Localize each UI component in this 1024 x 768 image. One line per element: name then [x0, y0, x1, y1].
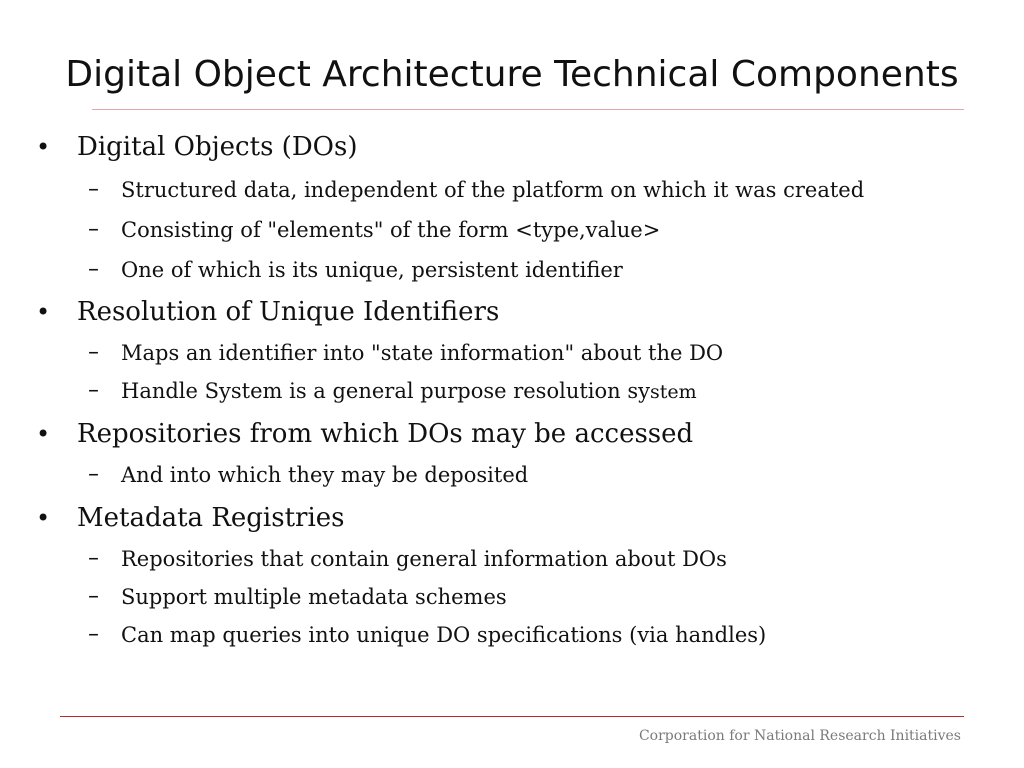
bullet-marker: • [36, 504, 51, 532]
sub-bullet-marker: – [88, 622, 99, 647]
sub-bullet-text: Maps an identifier into "state information" about the DO [121, 341, 724, 365]
sub-bullet-text [121, 378, 697, 405]
sub-bullet-text: Consisting of "elements" of the form <type,value> [121, 218, 661, 242]
sub-bullet-marker: – [88, 462, 99, 487]
bullet-marker: • [36, 298, 51, 326]
sub-bullet-text: Support multiple metadata schemes [121, 585, 507, 609]
sub-bullet-marker: – [88, 217, 99, 242]
sub-bullet-marker: – [88, 546, 99, 571]
slide-title: Digital Object Architecture Technical Components [65, 54, 959, 95]
sub-bullet-text: Can map queries into unique DO specifications (via handles) [121, 623, 767, 647]
sub-bullet-text: Structured data, independent of the platform on which it was created [121, 178, 865, 202]
bullet-text: Repositories from which DOs may be accessed [77, 419, 694, 449]
sub-bullet-marker: – [88, 340, 99, 365]
bullet-text: Resolution of Unique Identifiers [77, 297, 500, 327]
sub-bullet-text-main: Handle System is a general purpose resolution sy [121, 379, 650, 403]
bullet-text: Metadata Registries [77, 503, 345, 533]
bullet-marker: • [36, 133, 51, 161]
sub-bullet-marker: – [88, 584, 99, 609]
sub-bullet-text: One of which is its unique, persistent identifier [121, 258, 623, 282]
bullet-marker: • [36, 420, 51, 448]
sub-bullet-marker: – [88, 257, 99, 282]
footer-divider [60, 716, 964, 717]
sub-bullet-text: Repositories that contain general information about DOs [121, 547, 727, 571]
sub-bullet-marker: – [88, 378, 99, 403]
sub-bullet-marker: – [88, 177, 99, 202]
footer-organization: Corporation for National Research Initiatives [638, 728, 961, 744]
bullet-text: Digital Objects (DOs) [77, 132, 358, 162]
sub-bullet-text-tail: stem [649, 381, 697, 403]
sub-bullet-text: And into which they may be deposited [121, 463, 529, 487]
title-divider [92, 109, 964, 110]
